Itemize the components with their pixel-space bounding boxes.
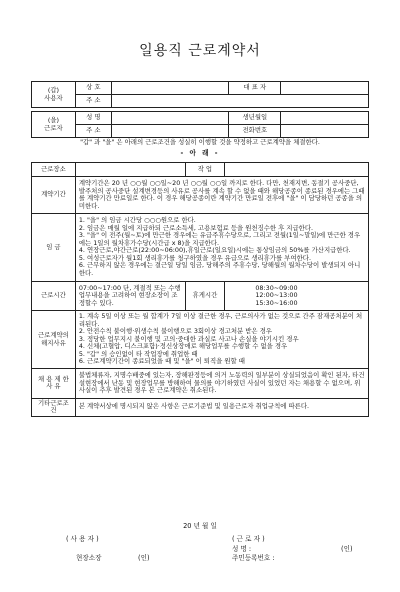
rest-time: 15:30~16:00: [255, 298, 298, 307]
representative-field[interactable]: [281, 82, 369, 95]
resident-id-label: 주민등록번호 :: [232, 554, 275, 562]
rest-times: [225, 281, 369, 311]
date-line: 20 년 월 일: [183, 522, 217, 530]
duty-field[interactable]: [225, 163, 369, 177]
wage-item: 4. 연장근로,야간근로(22:00~06:00),휴일근로(일요일)시에는 통상임금의 50%를 가산지급한다.: [78, 246, 351, 255]
employer-seal: (인): [138, 554, 150, 562]
wage-list: [75, 214, 368, 281]
page-title: 일용직 근로계약서: [139, 43, 261, 59]
termination-item: 1. 계속 5일 이상 또는 월 합계가 7일 이상 결근한 경우, 근로의사가 없는 것으로 간주 잠재공처분이 처리된다.: [78, 312, 363, 328]
duty-label: 작 업: [185, 163, 225, 177]
employer-sign-head: ( 사 용 자 ): [66, 535, 99, 543]
site-manager-label: 현장소장: [76, 554, 102, 562]
wage-item: 1. "을" 의 임금 시간당 ○○○원으로 한다.: [78, 216, 196, 225]
rest-time: 08:30~09:00: [255, 283, 298, 292]
wage-item: 2. 임금은 매월 일에 지급하되 근로소득세, 고용보험료 등을 원천징수한 후 지급한다.: [78, 223, 314, 232]
termination-item: 6. 근로계약기간이 종료되었을 때 및 "을" 이 퇴직을 원할 때: [78, 357, 245, 366]
wage-item: 3. "을" 이 전주(월~토)에 만근한 경우에는 유급주휴수당으로, 그리고 전월(1일~말일)에 만근한 경우에는 1일의 월차휴가수당(시간급 x 8)을 지급한다.: [78, 231, 361, 247]
restriction-text: 불법체류자, 지명수배중에 있는자, 장해판정등에 의거 노동력의 일부분이 상실되었음이 확인 된자, 타건설현장에서 난동 및 현장업무를 방해하여 물의를 야기하였던 사실이 있었던 자는 채용할 수 없으며, 위 사실이 추후 발견된 경우 본 근로계약은 취소된다.: [75, 369, 368, 399]
period-label: 계약기간: [32, 177, 76, 214]
company-name-label: 상 호: [75, 82, 111, 95]
rest-label: 휴게시간: [185, 281, 225, 311]
workplace-label: 근로장소: [32, 163, 76, 177]
wage-label: 임 금: [32, 214, 76, 281]
worker-address-label: 주 소: [75, 125, 111, 138]
period-text: 계약기간은 20 년 ○○월 ○○일~20 년 ○○월 ○○일 까지로 한다. 다만, 천재지변, 동절기 공사중단, 발주처의 공사중단 설계변경등의 사유로 공사를 계속 할 수 없을 때와 해당공종이 종료된 경우에는 그때를 계약기간 만료일로 한다. 이 경우 해당공종이란 계약기간 만료일 전후에 "을" 이 담당하던 공종을 의미한다.: [75, 177, 368, 214]
birthdate-field[interactable]: [281, 112, 369, 125]
company-name-field[interactable]: [111, 82, 229, 95]
worker-name-sign-label: 성 명 :: [232, 545, 252, 553]
section-heading: - 아 래 -: [180, 149, 220, 157]
worker-label: (을) 근로자: [32, 112, 76, 138]
hours-label: 근로시간: [32, 281, 76, 311]
other-label: 기타근로조 건: [32, 398, 76, 416]
termination-item: 5. "갑" 의 승인없이 타 작업장에 취업한 때: [78, 349, 198, 358]
worker-seal: (인): [341, 545, 353, 553]
rest-time: 12:00~13:00: [255, 291, 298, 300]
phone-label: 전화번호: [229, 125, 281, 138]
birthdate-label: 생년월일: [229, 112, 281, 125]
employer-label: (갑) 사용자: [32, 82, 76, 108]
worker-name-label: 성 명: [75, 112, 111, 125]
hours-text: 07:00~17:00 단, 계절적 또는 수행업무내용을 고려하여 현장소장이 조정할수 있다.: [75, 281, 185, 311]
restriction-label: 채 용 제 한 사 유: [32, 369, 76, 399]
worker-sign-head: ( 근 로 자 ): [232, 535, 265, 543]
wage-item: 6. 근무하지 않은 경우에는 결근일 당일 임금, 당해주의 주휴수당, 당해월의 월차수당이 발생되지 아니한다.: [78, 261, 361, 278]
terms-table: [31, 162, 369, 417]
wage-item: 5. 여성근로자가 월1회 생리휴가를 청구하였을 경우 유급으로 생리휴가를 부여한다.: [78, 253, 311, 262]
termination-item: 2. 안전수칙 불이행·위생수칙 불이행으로 3회이상 경고처분 받은 경우: [78, 327, 272, 336]
employer-address-field[interactable]: [111, 95, 368, 108]
other-text: 본 계약서상에 명시되지 않은 사항은 근로기준법 및 일용근로자 취업규칙에 따른다.: [75, 398, 368, 416]
representative-label: 대 표 자: [229, 82, 281, 95]
workplace-field[interactable]: [75, 163, 185, 177]
termination-list: [75, 311, 368, 369]
termination-item: 4. 신체(고혈압, 디스크포함)·정신상장애로 해당업무를 수행할 수 없을 경우: [78, 342, 288, 351]
party-table: [31, 81, 369, 138]
termination-item: 3. 정당한 업무지시 불이행 및 고의·중대한 과실로 사고나 손실을 야기시킨 경우: [78, 334, 299, 343]
termination-label: 근로계약의 해지사유: [32, 311, 76, 369]
phone-field[interactable]: [281, 125, 369, 138]
employer-address-label: 주 소: [75, 95, 111, 108]
intro-text: "갑" 과 "을" 은 아래의 근로조건을 성실히 이행할 것을 약정하고 근로계약을 체결한다.: [80, 138, 320, 146]
worker-address-field[interactable]: [111, 125, 229, 138]
worker-name-field[interactable]: [111, 112, 229, 125]
